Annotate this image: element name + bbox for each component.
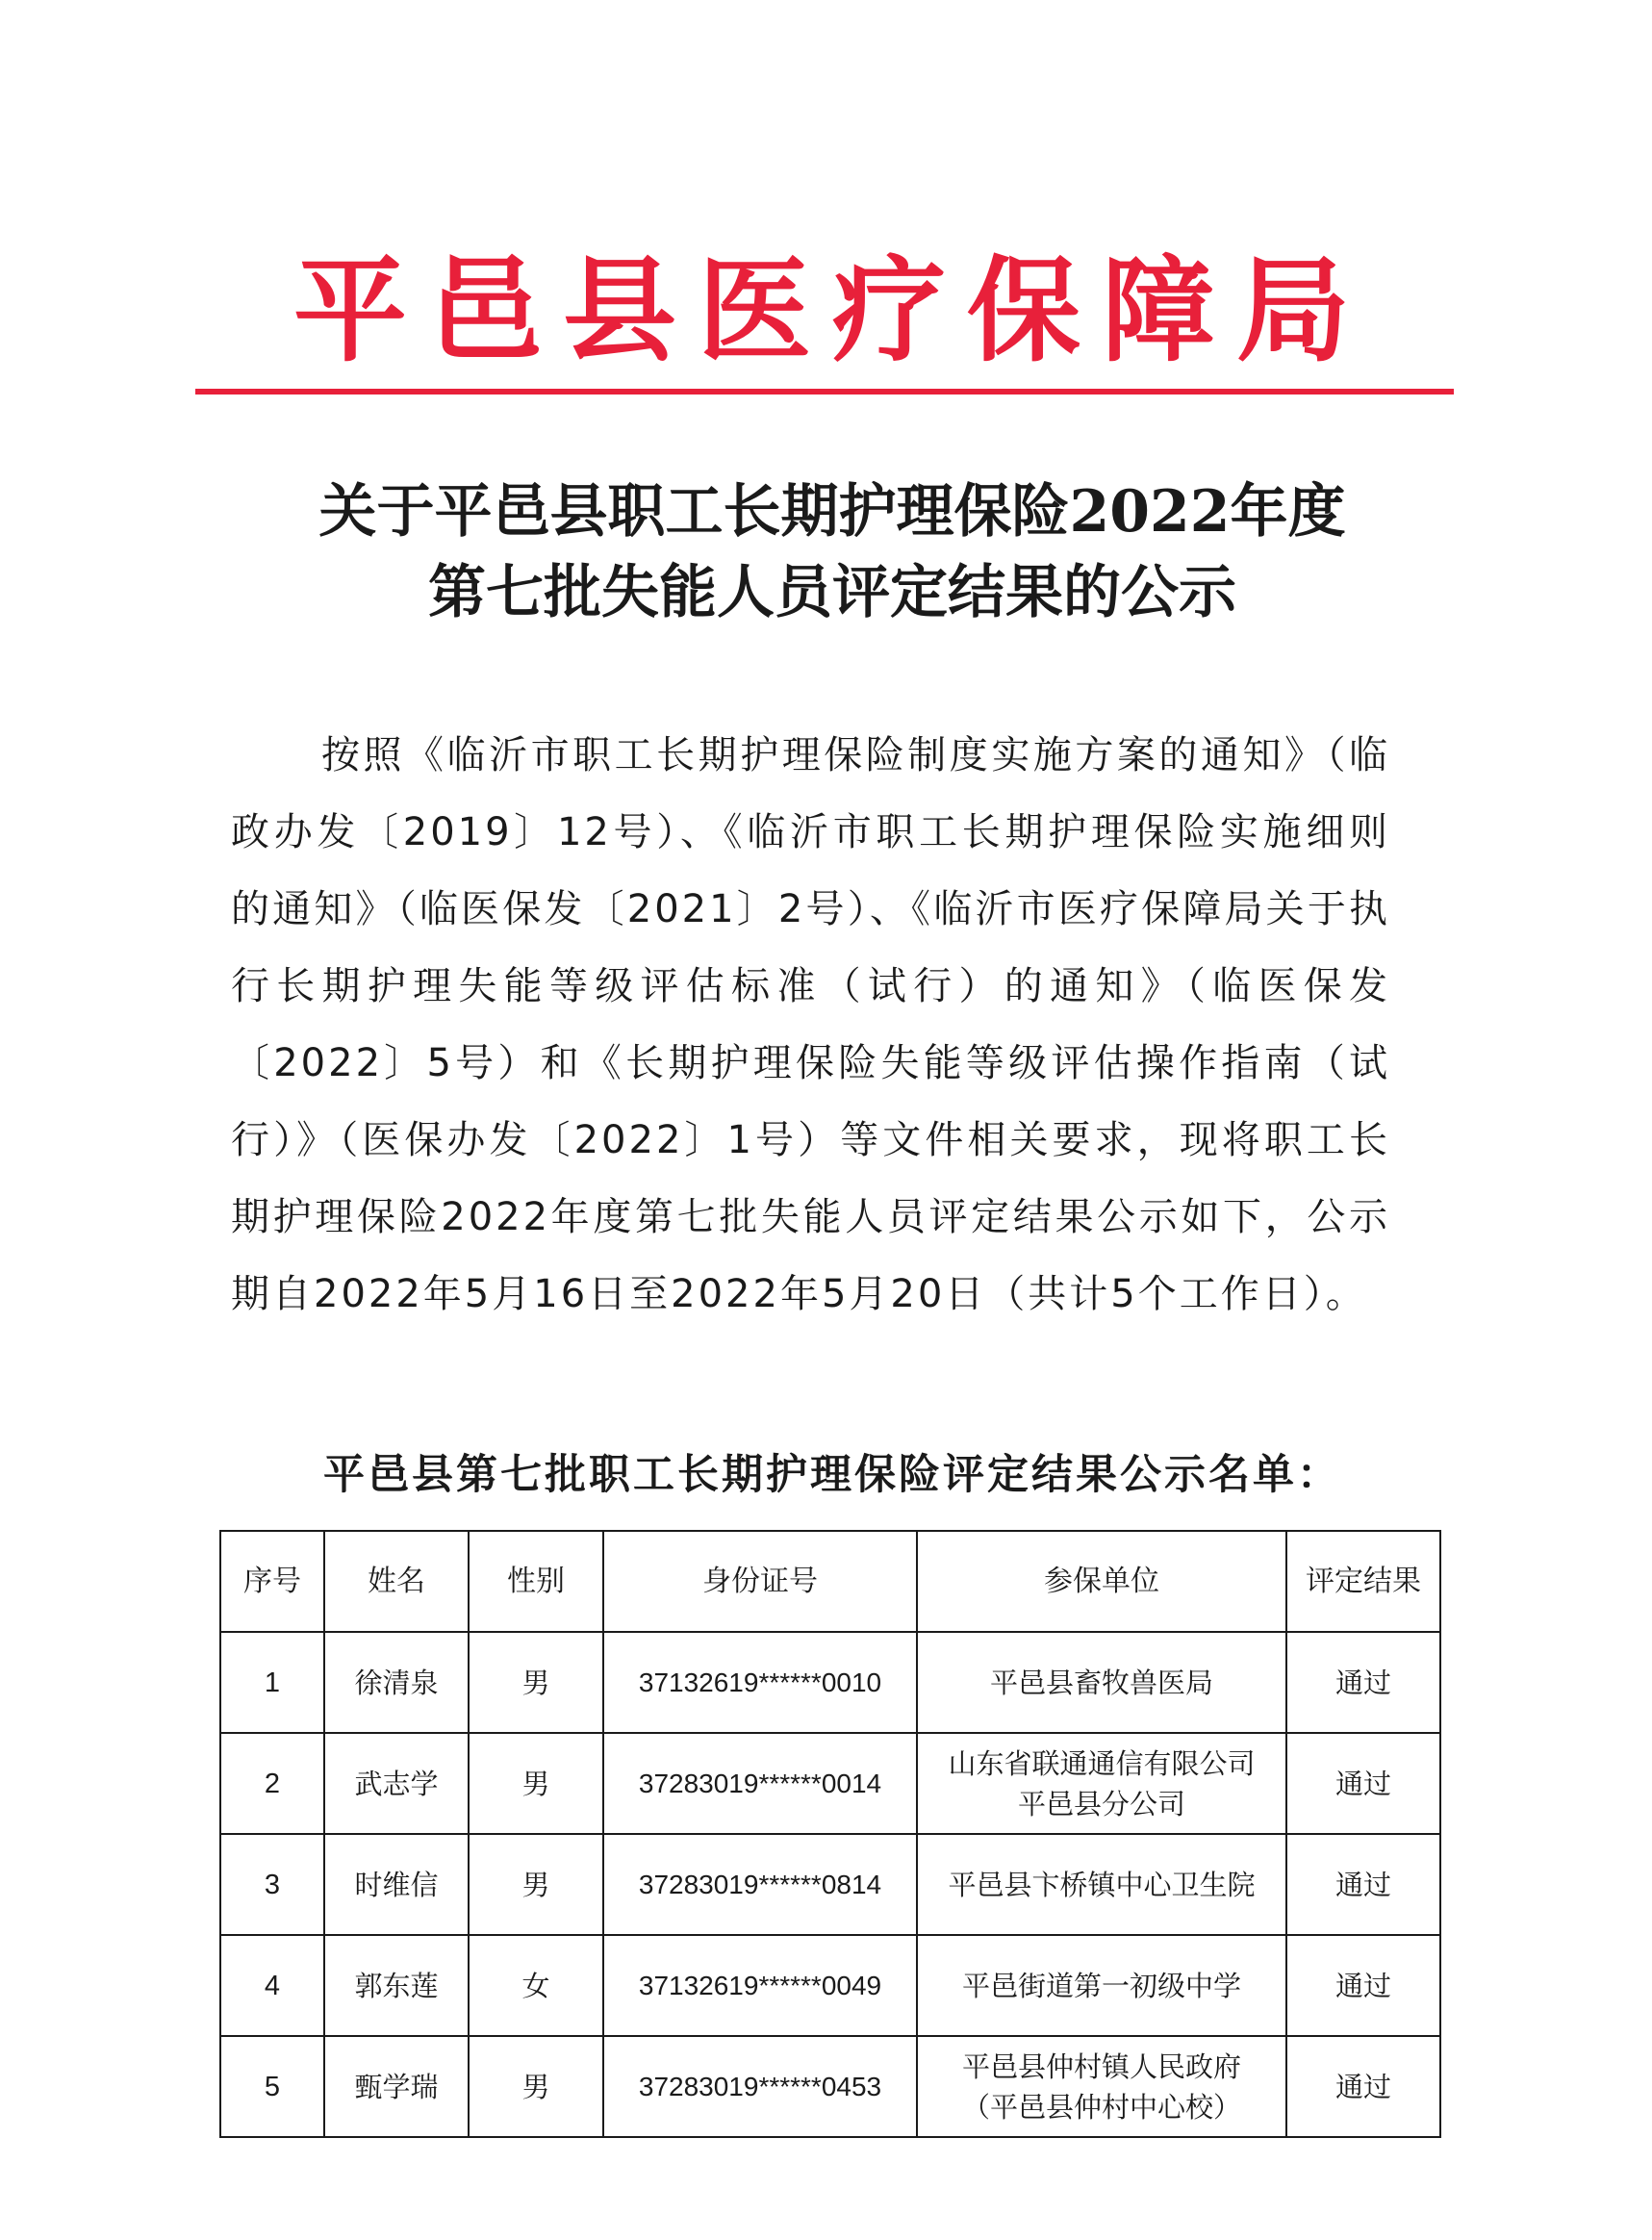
- cell-name: 郭东莲: [324, 1935, 469, 2036]
- cell-gender: 男: [469, 1834, 603, 1935]
- letterhead-divider: [195, 389, 1454, 395]
- document-title-line-2: 第七批失能人员评定结果的公示: [428, 559, 1236, 626]
- cell-gender: 男: [469, 1632, 603, 1733]
- cell-unit-line-2: 平邑县分公司: [1017, 1787, 1185, 1820]
- list-heading: 平邑县第七批职工长期护理保险评定结果公示名单：: [323, 1451, 1341, 1499]
- cell-gender: 女: [469, 1935, 603, 2036]
- cell-id: 37283019******0014: [603, 1733, 917, 1834]
- cell-gender: 男: [469, 1733, 603, 1834]
- table-row: [220, 1834, 1440, 1935]
- table-row: [220, 1733, 1440, 1834]
- cell-unit-line-1: 平邑街道第一初级中学: [961, 1969, 1241, 2002]
- cell-result: 通过: [1286, 1632, 1440, 1733]
- result-table: [219, 1530, 1441, 2138]
- cell-seq: 5: [220, 2036, 324, 2137]
- table-header-row: [220, 1531, 1440, 1632]
- cell-result: 通过: [1286, 2036, 1440, 2137]
- cell-seq: 3: [220, 1834, 324, 1935]
- header-gender: 性别: [469, 1531, 603, 1632]
- cell-unit: [917, 1632, 1286, 1733]
- header-seq: 序号: [220, 1531, 324, 1632]
- table-row: [220, 1935, 1440, 2036]
- cell-gender: 男: [469, 2036, 603, 2137]
- header-name: 姓名: [324, 1531, 469, 1632]
- table-row: [220, 2036, 1440, 2137]
- cell-id: 37132619******0010: [603, 1632, 917, 1733]
- cell-unit: [917, 1733, 1286, 1834]
- document-title: [192, 471, 1472, 633]
- cell-unit-line-1: 山东省联通通信有限公司: [948, 1746, 1256, 1780]
- cell-id: 37283019******0453: [603, 2036, 917, 2137]
- cell-unit-line-1: 平邑县畜牧兽医局: [989, 1666, 1213, 1699]
- cell-unit: [917, 1935, 1286, 2036]
- cell-name: 甄学瑞: [324, 2036, 469, 2137]
- letterhead-title: 平邑县医疗保障局: [292, 243, 1371, 377]
- cell-result: 通过: [1286, 1935, 1440, 2036]
- cell-result: 通过: [1286, 1733, 1440, 1834]
- cell-id: 37283019******0814: [603, 1834, 917, 1935]
- header-id: 身份证号: [603, 1531, 917, 1632]
- cell-unit-line-2: （平邑县仲村中心校）: [961, 2090, 1241, 2124]
- document-title-line-1: 关于平邑县职工长期护理保险2022年度: [318, 478, 1346, 546]
- cell-unit: [917, 2036, 1286, 2137]
- cell-seq: 2: [220, 1733, 324, 1834]
- cell-unit-line-1: 平邑县卞桥镇中心卫生院: [948, 1868, 1256, 1901]
- cell-name: 徐清泉: [324, 1632, 469, 1733]
- cell-seq: 1: [220, 1632, 324, 1733]
- table-row: [220, 1632, 1440, 1733]
- header-unit: 参保单位: [917, 1531, 1286, 1632]
- body-paragraph: 按照《临沂市职工长期护理保险制度实施方案的通知》（临政办发〔2019〕12号）、《临沂市职工长期护理保险实施细则的通知》（临医保发〔2021〕2号）、《临沂市医疗保障局关于执行长期护理失能等级评估标准（试行）的通知》（临医保发〔2022〕5号）和《长期护理保险失能等级评估操作指南（试行）》（医保办发〔2022〕1号）等文件相关要求，现将职工长期护理保险2022年度第七批失能人员评定结果公示如下，公示期自2022年5月16日至2022年5月20日（共计5个工作日）。: [231, 733, 1390, 1316]
- cell-seq: 4: [220, 1935, 324, 2036]
- cell-unit: [917, 1834, 1286, 1935]
- cell-name: 武志学: [324, 1733, 469, 1834]
- header-result: 评定结果: [1286, 1531, 1440, 1632]
- cell-unit-line-1: 平邑县仲村镇人民政府: [961, 2049, 1241, 2083]
- cell-id: 37132619******0049: [603, 1935, 917, 2036]
- cell-result: 通过: [1286, 1834, 1440, 1935]
- cell-name: 时维信: [324, 1834, 469, 1935]
